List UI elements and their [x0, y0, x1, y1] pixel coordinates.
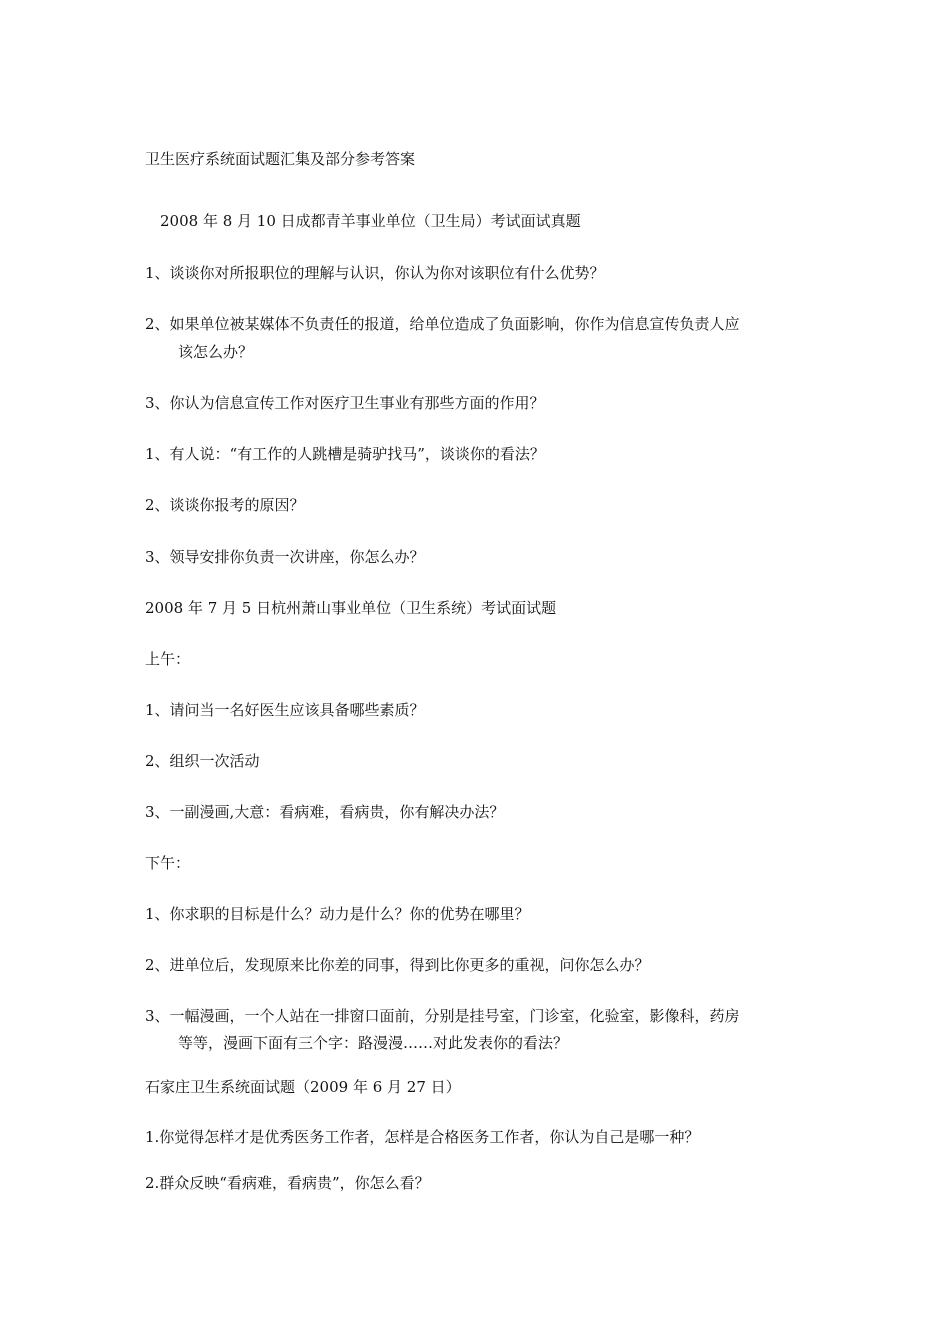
question-item: 3、一副漫画,大意：看病难，看病贵，你有解决办法？ — [145, 803, 505, 821]
question-item: 2、谈谈你报考的原因？ — [145, 496, 305, 514]
question-item: 1、谈谈你对所报职位的理解与认识，你认为你对该职位有什么优势？ — [145, 264, 605, 282]
question-item: 1.你觉得怎样才是优秀医务工作者，怎样是合格医务工作者，你认为自己是哪一种？ — [145, 1128, 700, 1146]
question-item: 1、你求职的目标是什么？动力是什么？你的优势在哪里？ — [145, 905, 530, 923]
afternoon-label: 下午： — [145, 854, 191, 872]
question-item: 3、一幅漫画，一个人站在一排窗口面前，分别是挂号室，门诊室，化验室，影像科，药房 — [145, 1007, 740, 1025]
question-item: 2.群众反映“看病难，看病贵”，你怎么看？ — [145, 1174, 430, 1192]
question-item-continuation: 该怎么办？ — [178, 343, 254, 361]
question-item: 2、组织一次活动 — [145, 752, 260, 770]
section-heading-hangzhou: 2008 年 7 月 5 日杭州萧山事业单位（卫生系统）考试面试题 — [145, 599, 557, 617]
question-item: 2、如果单位被某媒体不负责任的报道，给单位造成了负面影响，你作为信息宣传负责人应 — [145, 315, 740, 333]
question-item: 3、你认为信息宣传工作对医疗卫生事业有那些方面的作用？ — [145, 394, 545, 412]
section-heading-chengdu: 2008 年 8 月 10 日成都青羊事业单位（卫生局）考试面试真题 — [160, 212, 581, 230]
question-item-continuation: 等等，漫画下面有三个字：路漫漫……对此发表你的看法？ — [178, 1034, 569, 1052]
section-heading-shijiazhuang: 石家庄卫生系统面试题（2009 年 6 月 27 日） — [145, 1078, 461, 1096]
question-item: 2、进单位后，发现原来比你差的同事，得到比你更多的重视，问你怎么办？ — [145, 956, 650, 974]
morning-label: 上午： — [145, 650, 191, 668]
question-item: 1、请问当一名好医生应该具备哪些素质？ — [145, 701, 425, 719]
document-title: 卫生医疗系统面试题汇集及部分参考答案 — [145, 150, 416, 168]
question-item: 1、有人说：“有工作的人跳槽是骑驴找马”，谈谈你的看法？ — [145, 445, 545, 463]
question-item: 3、领导安排你负责一次讲座，你怎么办？ — [145, 548, 425, 566]
